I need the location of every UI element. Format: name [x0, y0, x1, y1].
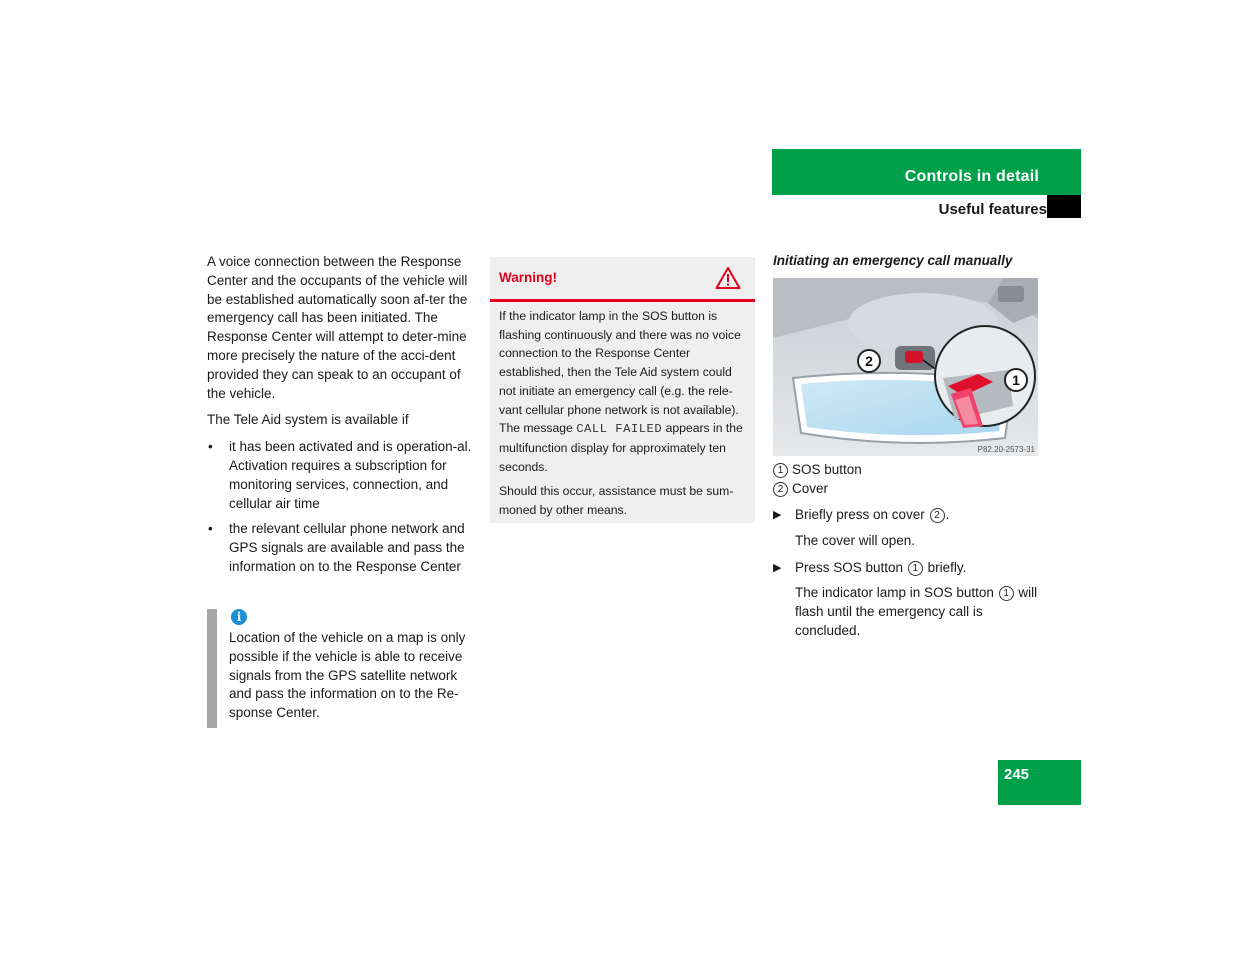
- legend-item: 2 Cover: [773, 480, 862, 499]
- arrow-right-icon: ▶: [773, 509, 782, 521]
- section-header: [772, 149, 1081, 195]
- legend-item: 1 SOS button: [773, 461, 862, 480]
- availability-list: [207, 438, 477, 577]
- number-circle-icon: 2: [773, 482, 788, 497]
- paragraph-voice-connection: A voice connection between the Response Center and the occupants of the vehicle will be established automatically soon af-ter the emergency call has been initiated. The Response Center will attempt to deter-mine more precisely the nature of the acci-dent provided they can speak to an occupant of the vehicle.: [207, 254, 468, 401]
- number-circle-icon: 1: [773, 463, 788, 478]
- page-number-box: [998, 760, 1081, 805]
- info-text: Location of the vehicle on a map is only possible if the vehicle is able to receive signals from the GPS satellite network and pass the information on to the Re-sponse Center.: [229, 630, 466, 721]
- warning-text-2: Should this occur, assistance must be sum-moned by other means.: [499, 484, 734, 518]
- step-press-cover: ▶ Briefly press on cover 2 .: [773, 506, 1043, 525]
- list-item: • it has been activated and is operation-al. Activation requires a subscription for monitoring services, connection, and cellular air time: [208, 439, 472, 511]
- right-column: [773, 253, 1043, 276]
- arrow-right-icon: ▶: [773, 561, 782, 574]
- callout-2: 2: [865, 353, 873, 369]
- section-title: Controls in detail: [904, 168, 1039, 185]
- call-failed-message: CALL FAILED: [576, 422, 663, 437]
- bullet-icon: •: [208, 521, 213, 537]
- page-number: 245: [1004, 766, 1030, 783]
- warning-text-1-end: appears in the multifunction display for approximately ten seconds.: [499, 421, 743, 474]
- number-circle-icon: 2: [930, 508, 945, 523]
- sos-button-photo: [773, 278, 1038, 456]
- section-tab-marker: [1047, 195, 1081, 218]
- list-item: • the relevant cellular phone network and GPS signals are available and pass the information on to the Response Center: [208, 521, 465, 574]
- paragraph-availability: The Tele Aid system is available if: [207, 412, 409, 428]
- info-note: [207, 609, 477, 728]
- image-code: P82.20-2573-31: [977, 445, 1035, 454]
- bullet-icon: •: [208, 439, 213, 455]
- info-bar: [207, 609, 217, 728]
- step-press-sos: ▶ Press SOS button 1 briefly.: [773, 559, 1043, 578]
- subsection-title: Useful features: [938, 201, 1047, 218]
- steps: [773, 506, 1043, 649]
- emergency-call-heading: Initiating an emergency call manually: [773, 253, 1013, 268]
- warning-triangle-icon: [715, 266, 741, 290]
- callout-1: 1: [1012, 372, 1020, 388]
- warning-box: [490, 257, 755, 523]
- warning-text-1: If the indicator lamp in the SOS button is flashing continuously and there was no voice connection to the Response Center established, then the Tele Aid system could not initiate an emergency call (e.g. the rele-vant cellular phone network is not available). The message: [499, 309, 741, 436]
- left-column: [207, 253, 477, 584]
- number-circle-icon: 1: [999, 586, 1014, 601]
- photo-legend: [773, 461, 862, 499]
- warning-label: Warning!: [499, 270, 557, 285]
- number-circle-icon: 1: [908, 561, 923, 576]
- warning-header: [490, 257, 755, 302]
- info-icon: i: [231, 609, 247, 625]
- step-note-cover-open: The cover will open.: [795, 532, 916, 548]
- warning-text: [499, 307, 749, 526]
- step-note-indicator-lamp: The indicator lamp in SOS button 1 will flash until the emergency call is concluded.: [795, 585, 1038, 638]
